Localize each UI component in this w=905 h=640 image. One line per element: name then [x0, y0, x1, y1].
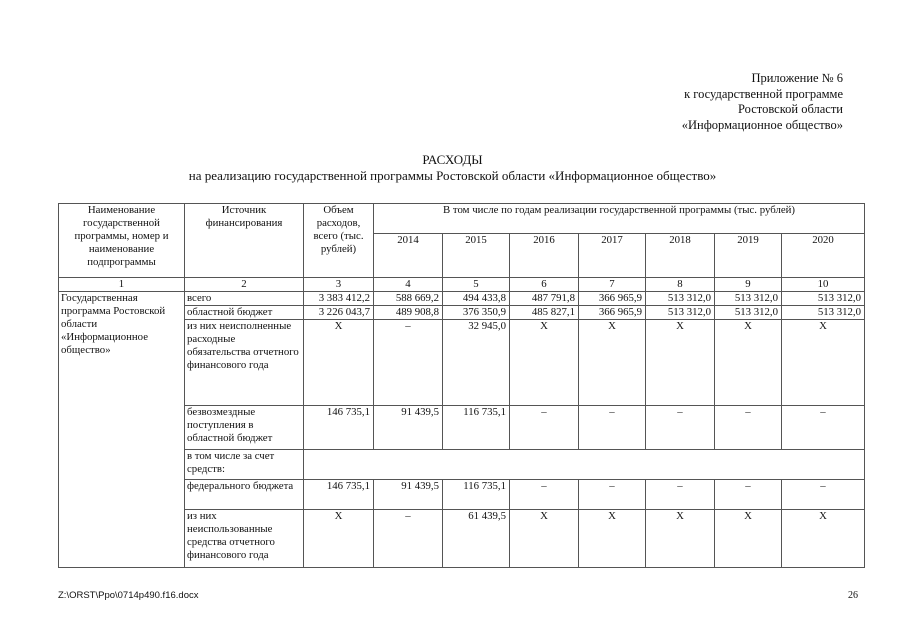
- value-cell: Х: [646, 510, 715, 568]
- value-cell: Х: [510, 320, 579, 406]
- value-cell: Х: [510, 510, 579, 568]
- table-row: [59, 292, 865, 306]
- value-cell: –: [646, 406, 715, 450]
- column-number: 4: [374, 278, 443, 292]
- value-cell: 32 945,0: [443, 320, 510, 406]
- value-cell: 513 312,0: [782, 306, 865, 320]
- column-number: 1: [59, 278, 185, 292]
- value-cell: 3 226 043,7: [304, 306, 374, 320]
- value-cell: Х: [579, 510, 646, 568]
- header-year: 2016: [510, 234, 579, 278]
- value-cell: 146 735,1: [304, 406, 374, 450]
- source-cell: из них неисполненные расходные обязательства отчетного финансового года: [185, 320, 304, 406]
- column-number: 7: [579, 278, 646, 292]
- value-cell: Х: [782, 510, 865, 568]
- appendix-line-3: Ростовской области: [738, 102, 843, 117]
- value-cell: –: [715, 480, 782, 510]
- value-cell: 485 827,1: [510, 306, 579, 320]
- source-cell: в том числе за счет средств:: [185, 450, 304, 480]
- source-cell: федерального бюджета: [185, 480, 304, 510]
- header-col-source: Источник финансирования: [185, 204, 304, 278]
- source-cell: областной бюджет: [185, 306, 304, 320]
- value-cell: 513 312,0: [782, 292, 865, 306]
- header-year: 2017: [579, 234, 646, 278]
- value-cell: –: [374, 510, 443, 568]
- column-number: 9: [715, 278, 782, 292]
- footer-file-path: Z:\ORST\Ppo\0714p490.f16.docx: [58, 590, 199, 601]
- header-years-group: В том числе по годам реализации государственной программы (тыс. рублей): [374, 204, 865, 234]
- page-number: 26: [848, 590, 858, 601]
- value-cell: –: [374, 320, 443, 406]
- column-number: 5: [443, 278, 510, 292]
- value-cell: Х: [646, 320, 715, 406]
- value-cell: Х: [304, 510, 374, 568]
- header-year: 2020: [782, 234, 865, 278]
- value-cell: 366 965,9: [579, 292, 646, 306]
- value-cell: –: [510, 406, 579, 450]
- appendix-line-1: Приложение № 6: [751, 71, 843, 85]
- value-cell: 61 439,5: [443, 510, 510, 568]
- value-cell: 487 791,8: [510, 292, 579, 306]
- document-title: [0, 152, 905, 184]
- header-year: 2018: [646, 234, 715, 278]
- value-cell: 489 908,8: [374, 306, 443, 320]
- value-cell: 91 439,5: [374, 480, 443, 510]
- value-cell: 494 433,8: [443, 292, 510, 306]
- empty-span-cell: [304, 450, 865, 480]
- value-cell: Х: [304, 320, 374, 406]
- column-numbers-row: [59, 278, 865, 292]
- value-cell: –: [782, 480, 865, 510]
- column-number: 10: [782, 278, 865, 292]
- value-cell: 588 669,2: [374, 292, 443, 306]
- value-cell: 3 383 412,2: [304, 292, 374, 306]
- program-name-cell: Государственная программа Ростовской области «Информационное общество»: [59, 292, 185, 568]
- value-cell: Х: [715, 510, 782, 568]
- column-number: 2: [185, 278, 304, 292]
- title-sub: на реализацию государственной программы Ростовской области «Информационное общество»: [188, 168, 717, 183]
- column-number: 6: [510, 278, 579, 292]
- value-cell: –: [579, 480, 646, 510]
- value-cell: Х: [715, 320, 782, 406]
- header-col-name: Наименование государственной программы, номер и наименование подпрограммы: [59, 204, 185, 278]
- value-cell: –: [579, 406, 646, 450]
- value-cell: 116 735,1: [443, 406, 510, 450]
- value-cell: –: [646, 480, 715, 510]
- column-number: 8: [646, 278, 715, 292]
- value-cell: 146 735,1: [304, 480, 374, 510]
- header-col-total: Объем расходов, всего (тыс. рублей): [304, 204, 374, 278]
- value-cell: 376 350,9: [443, 306, 510, 320]
- value-cell: 91 439,5: [374, 406, 443, 450]
- value-cell: 116 735,1: [443, 480, 510, 510]
- value-cell: –: [782, 406, 865, 450]
- source-cell: безвозмездные поступления в областной бюджет: [185, 406, 304, 450]
- header-year: 2015: [443, 234, 510, 278]
- value-cell: 513 312,0: [646, 306, 715, 320]
- value-cell: 513 312,0: [646, 292, 715, 306]
- expenses-table: [58, 203, 865, 568]
- value-cell: 513 312,0: [715, 306, 782, 320]
- value-cell: –: [715, 406, 782, 450]
- title-main: РАСХОДЫ: [422, 152, 483, 167]
- value-cell: Х: [782, 320, 865, 406]
- value-cell: Х: [579, 320, 646, 406]
- appendix-line-4: «Информационное общество»: [681, 117, 843, 132]
- header-row-1: [59, 204, 865, 234]
- value-cell: –: [510, 480, 579, 510]
- value-cell: 513 312,0: [715, 292, 782, 306]
- source-cell: всего: [185, 292, 304, 306]
- header-year: 2019: [715, 234, 782, 278]
- appendix-line-2: к государственной программе: [684, 86, 843, 101]
- header-year: 2014: [374, 234, 443, 278]
- appendix-block: [682, 71, 843, 133]
- source-cell: из них неиспользованные средства отчетного финансового года: [185, 510, 304, 568]
- column-number: 3: [304, 278, 374, 292]
- value-cell: 366 965,9: [579, 306, 646, 320]
